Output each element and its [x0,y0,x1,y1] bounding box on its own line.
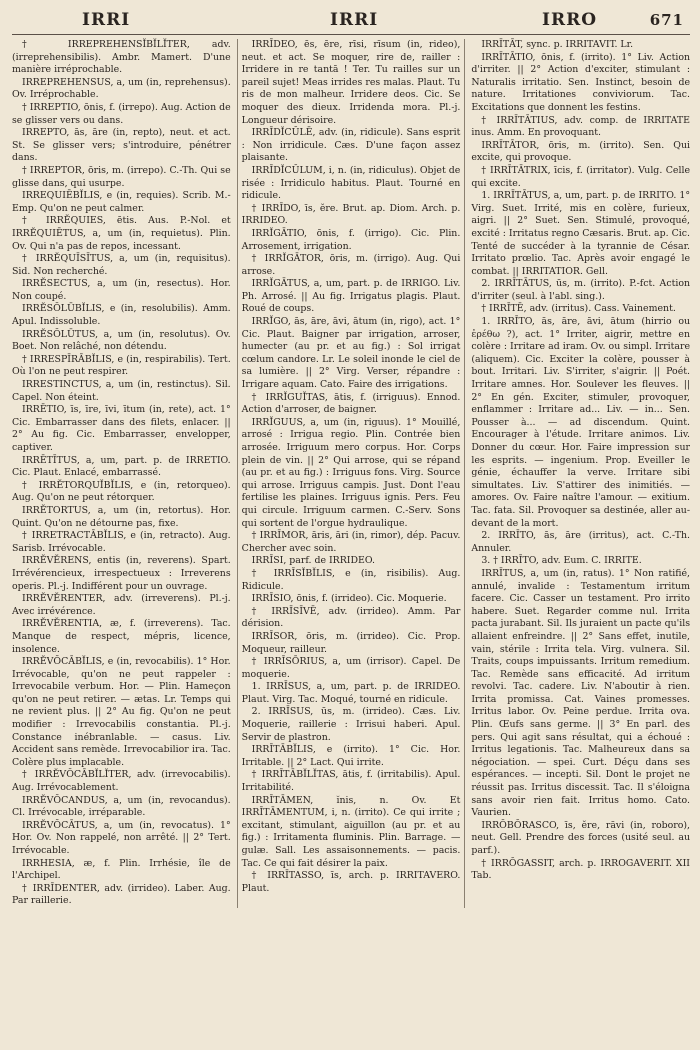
header-left-guide-word: IRRI [82,10,131,30]
column-middle [237,39,466,908]
dictionary-entry: † IRRĪSĪVĒ, adv. (irrideo). Amm. Par dérision. [241,605,461,630]
dictionary-entry: IRREPREHENSUS, a, um (in, reprehensus). Ov. Irréprochable. [12,76,231,101]
dictionary-entry: † IRRĬGĀTOR, ōris, m. (irrigo). Aug. Qui arrose. [241,253,461,277]
dictionary-entry: 2. IRRĪSUS, ūs, m. (irrideo). Cæs. Liv. Moquerie, raillerie : Irrisui haberi. Apul. Servir de plastron. [241,706,461,743]
column-left [12,39,231,908]
dictionary-entry: † IRRĪDO, īs, ĕre. Brut. ap. Diom. Arch. p. IRRIDEO. [241,202,461,227]
text-columns [12,39,690,908]
dictionary-entry: IRRĪTUS, a, um (in, ratus). 1° Non ratifié, annulé, invalide : Testamentum irritum facere. Cic. Casser un testament. Pro irrito habere. Suet. Regarder comme nul. Irrita pacta jurabant. Sil. Ils juraient un pacte qu'ils allaient enfreindre. || 2° Sans effet, inutile, vain, stérile : Irrita tela. Virg. vulnera. Sil. Traits, coups impuissants. Irritum remedium. Tac. Remède sans efficacité. Ad irritum revolvi. Tac. cadere. Liv. N'aboutir à rien. Irrita promissa. Cat. Vaines promesses. Irritus labor. Ov. Peine perdue. Irrita ova. Plin. Œufs sans germe. || 3° En parl. des pers. Qui agit sans résultat, qui a échoué : Irritus legationis. Tac. Malheureux dans sa négociation. — spei. Curt. Déçu dans ses espérances. — incepti. Sil. Dont le projet ne réussit pas. Irritus discessit. Tac. Il s'éloigna sans avoir rien fait. Irritus homo. Cato. Vaurien. [471,567,691,819]
dictionary-entry: † IRRĪMOR, āris, āri (in, rimor), dép. Pacuv. Chercher avec soin. [241,530,461,554]
dictionary-entry: IRRĬGĀTIO, ōnis, f. (irrigo). Cic. Plin. Arrosement, irrigation. [241,227,461,252]
dictionary-entry: † IRRĪSĬBĬLIS, e (in, risibilis). Aug. Ridicule. [241,567,461,592]
dictionary-entry: IRRĪTĀT, sync. p. IRRITAVIT. Lr. [481,39,634,50]
dictionary-entry: IRRĔTORTUS, a, um (in, retortus). Hor. Quint. Qu'on ne détourne pas, fixe. [12,504,231,529]
dictionary-entry: IRRĔSŎLŪTUS, a, um (in, resolutus). Ov. Boet. Non relâché, non détendu. [12,328,231,353]
dictionary-entry: IRREQUIĒBĬLIS, e (in, requies). Scrib. M.-Emp. Qu'on ne peut calmer. [12,190,231,214]
dictionary-entry: † IRRĪTĀTRIX, īcis, f. (irritator). Vulg. Celle qui excite. [471,164,691,189]
dictionary-entry: IRRĪTĀTIO, ōnis, f. (irrito). 1° Liv. Action d'irriter. || 2° Action d'exciter, stimulant : Naturalis irritatio. Sen. Instinct, besoin de nature. Irritationes conviviorum. Tac. Excitations que donnent les festins. [471,51,691,113]
dictionary-entry: IRRĪDEO, ēs, ēre, rīsi, rīsum (in, rideo), neut. et act. Se moquer, rire de, railler : Irridere in re tantā ! Ter. Tu railles sur un pareil sujet! Meas irrides res malas. Plaut. Tu ris de mon malheur. Irridere deos. Cic. Se moquer des dieux. Irridenda mora. Pl.-j. Longueur dérisoire. [241,39,461,126]
dictionary-entry: 2. IRRĪTO, ās, āre (irritus), act. C.-Th. Annuler. [471,530,691,554]
dictionary-entry: IRRĔVŎCĀTUS, a, um (in, revocatus). 1° Hor. Ov. Non rappelé, non arrêté. || 2° Tert. Irrévocable. [12,819,231,856]
dictionary-entry: † IRRŎGASSIT, arch. p. IRROGAVERIT. XII Tab. [471,857,691,882]
dictionary-entry: IRRĒTĪTUS, a, um, part. p. de IRRETIO. Cic. Plaut. Enlacé, embarrassé. [12,454,231,479]
dictionary-entry: 3. † IRRĪTO, adv. Eum. C. IRRITE. [481,555,642,567]
dictionary-entry: IRRĒTIO, īs, īre, īvi, ītum (in, rete), act. 1° Cic. Embarrasser dans des filets, enlacer. || 2° Au fig. Cic. Embarrasser, envelopper, captiver. [12,404,231,453]
dictionary-entry: IRRĪSI, parf. de IRRIDEO. [251,555,375,567]
dictionary-entry: † IRRETRACTĀBĬLIS, e (in, retracto). Aug. Sarisb. Irrévocable. [12,530,231,554]
dictionary-entry: † IRRĪTASSO, īs, arch. p. IRRITAVERO. Plaut. [241,870,461,894]
dictionary-entry: IRRĔSŎLŪBĬLIS, e (in, resolubilis). Amm. Apul. Indissoluble. [12,303,231,328]
dictionary-entry: 1. IRRĪTO, ās, āre, āvi, ātum (hirrio ou ἐρέθω ?), act. 1° Irriter, aigrir, mettre en colère : Irritare ad iram. Ov. ou simpl. Irritare (aliquem). Cic. Exciter la colère, pousser à bout. Irritari. Liv. S'irriter, s'aigrir. || Poét. Irritare amnes. Hor. Soulever les fleuves. || 2° En gén. Exciter, stimuler, provoquer, enflammer : Irritare ad... Liv. — in... Sen. Pousser à... — ad discendum. Quint. Encourager à l'étude. Irritare animos. Liv. Donner du cœur. Hor. Faire impression sur les esprits. — ingenium. Prop. Eveiller le génie, échauffer la verve. Irritare sibi simultates. Liv. S'attirer des inimitiés. — amores. Ov. Faire naître l'amour. — exitium. Tac. fata. Sil. Provoquer sa destinée, aller au-devant de la mort. [471,316,691,529]
dictionary-entry: † IRRĪSŌRIUS, a, um (irrisor). Capel. De moquerie. [241,656,461,680]
dictionary-entry: IRREPTO, ās, āre (in, repto), neut. et act. St. Se glisser vers; s'introduire, pénétrer dans. [12,127,231,164]
page-number: 671 [649,11,684,29]
dictionary-entry: † IRRĪDENTER, adv. (irrideo). Laber. Aug. Par raillerie. [12,882,231,907]
dictionary-entry: IRRĪTĀBĬLIS, e (irrito). 1° Cic. Hor. Irritable. || 2° Lact. Qui irrite. [241,744,461,768]
dictionary-entry: IRRĪDĬCŬLUM, i, n. (in, ridiculus). Objet de risée : Irridiculo habitus. Plaut. Tourné en ridicule. [241,164,461,202]
header-center-guide-word: IRRI [330,10,379,30]
dictionary-entry: 1. IRRĪSUS, a, um, part. p. de IRRIDEO. Plaut. Virg. Tac. Moqué, tourné en ridicule. [241,681,461,705]
dictionary-entry: 1. IRRĪTĀTUS, a, um, part. p. de IRRITO. 1° Virg. Suet. Irrité, mis en colère, furieux, aigri. || 2° Suet. Sen. Stimulé, provoqué, excité : Irritatus regno Cæsaris. Brut. ap. Cic. Tenté de succéder à la tyrannie de César. Irritato prœlio. Tac. Après avoir engagé le combat. || IRRITATIOR. Gell. [471,190,691,277]
dictionary-entry: IRRĔVŎCANDUS, a, um (in, revocandus). Cl. Irrévocable, irréparable. [12,794,231,819]
dictionary-entry: † IRREPREHENSĬBĬLĬTER, adv. (irreprehensibilis). Ambr. Mamert. D'une manière irréprochable. [12,39,231,76]
dictionary-entry: IRRĪSIO, ōnis, f. (irrideo). Cic. Moquerie. [251,593,447,605]
dictionary-entry: IRRESTINCTUS, a, um (in, restinctus). Sil. Capel. Non éteint. [12,379,231,403]
dictionary-entry: † IRRĪTĀBĬLĬTAS, ātis, f. (irritabilis). Apul. Irritabilité. [241,769,461,794]
dictionary-entry: IRRĬGĀTUS, a, um, part. p. de IRRIGO. Liv. Ph. Arrosé. || Au fig. Irrigatus plagis. Plaut. Roué de coups. [241,278,461,315]
dictionary-entry: † IRRĔTORQUĬBĬLIS, e (in, retorqueo). Aug. Qu'on ne peut rétorquer. [12,479,231,504]
running-header [12,8,690,35]
dictionary-entry: IRRĔVĔRENS, entis (in, reverens). Spart. Irrévérencieux, irrespectueux : Irreverens operis. Pl.-j. Indifférent pour un ouvrage. [12,555,231,592]
dictionary-entry: IRRĔSECTUS, a, um (in, resectus). Hor. Non coupé. [12,278,231,302]
dictionary-entry: IRRĪTĀMEN, ĭnis, n. Ov. Et IRRĪTĀMENTUM, i, n. (irrito). Ce qui irrite ; excitant, stimulant, aiguillon (au pr. et au fig.) : Irritamenta fluminis. Plin. Barrage. — gulæ. Sall. Les assaisonnements. — pacis. Tac. Ce qui fait désirer la paix. [241,794,461,869]
header-right-guide-word: IRRO [542,10,598,30]
dictionary-entry: IRRĪDĬCŬLĒ, adv. (in, ridicule). Sans esprit : Non irridicule. Cæs. D'une façon assez plaisante. [241,127,461,164]
dictionary-entry: † IRREPTIO, ōnis, f. (irrepo). Aug. Action de se glisser vers ou dans. [12,101,231,126]
dictionary-entry: IRRĔVĔRENTER, adv. (irreverens). Pl.-j. Avec irrévérence. [12,593,231,617]
dictionary-entry: IRRĬGUUS, a, um (in, riguus). 1° Mouillé, arrosé : Irrigua regio. Plin. Contrée bien arrosée. Irriguum mero corpus. Hor. Corps plein de vin. || 2° Qui arrose, qui se répand (au pr. et au fig.) : Irriguus fons. Virg. Source qui arrose. Irriguus campis. Just. Dont l'eau fertilise les plaines. Irriguus ignis. Pers. Feu qui circule. Irriguum carmen. C.-Serv. Sons qui sortent de l'orgue hydraulique. [241,416,461,529]
dictionary-entry: IRRĔVĔRENTIA, æ, f. (irreverens). Tac. Manque de respect, mépris, licence, insolence. [12,618,231,655]
dictionary-entry: † IRRĪTĀTIUS, adv. comp. de IRRITATE inus. Amm. En provoquant. [471,114,691,139]
dictionary-entry: † IRRĔVŎCĀBĬLĬTER, adv. (irrevocabilis). Aug. Irrévocablement. [12,769,231,794]
dictionary-entry: † IRRĔQUIES, ētis. Aus. P.-Nol. et IRRĔQUIĒTUS, a, um (in, requietus). Plin. Ov. Qui n'a pas de repos, incessant. [12,215,231,252]
dictionary-entry: IRRĪTĀTOR, ōris, m. (irrito). Sen. Qui excite, qui provoque. [471,139,691,164]
dictionary-entry: IRRĔVŎCĀBĬLIS, e (in, revocabilis). 1° Hor. Irrévocable, qu'on ne peut rappeler : Irrevocabile verbum. Hor. — Plin. Hameçon qu'on ne peut retirer. — ætas. Lr. Temps qui ne revient plus. || 2° Au fig. Qu'on ne peut modifier : Irrevocabilis constantia. Pl.-j. Constance inébranlable. — casus. Liv. Accident sans remède. Irrevocabilior ira. Tac. Colère plus implacable. [12,656,231,768]
dictionary-entry: IRRĪSOR, ōris, m. (irrideo). Cic. Prop. Moqueur, railleur. [241,630,461,655]
dictionary-entry: † IRRĔQUĪSĪTUS, a, um (in, requisitus). Sid. Non recherché. [12,253,231,277]
dictionary-entry: † IRRESPĪRĀBĬLIS, e (in, respirabilis). Tert. Où l'on ne peut respirer. [12,353,231,378]
dictionary-entry: † IRREPTOR, ōris, m. (irrepo). C.-Th. Qui se glisse dans, qui usurpe. [12,164,231,189]
dictionary-entry: IRRĬGO, ās, āre, āvi, ātum (in, rigo), act. 1° Cic. Plaut. Baigner par irrigation, arroser, humecter (au pr. et au fig.) : Sol irrigat cœlum candore. Lr. Le soleil inonde le ciel de sa lumière. || 2° Virg. Verser, répandre : Irrigare aquam. Cato. Faire des irrigations. [241,316,461,391]
dictionary-entry: † IRRĪTĒ, adv. (irritus). Cass. Vainement. [481,303,676,315]
dictionary-entry: † IRRĬGUĬTAS, ātis, f. (irriguus). Ennod. Action d'arroser, de baigner. [241,391,461,416]
dictionary-entry: 2. IRRĪTĀTUS, ūs, m. (irrito). P.-fct. Action d'irriter (seul. à l'abl. sing.). [471,278,691,302]
dictionary-entry: IRRŎBŎRASCO, īs, ĕre, rāvi (in, roboro), neut. Gell. Prendre des forces (usité seul. au parf.). [471,819,691,856]
column-right [471,39,690,908]
dictionary-entry: IRRHESIA, æ, f. Plin. Irrhésie, île de l'Archipel. [12,857,231,882]
